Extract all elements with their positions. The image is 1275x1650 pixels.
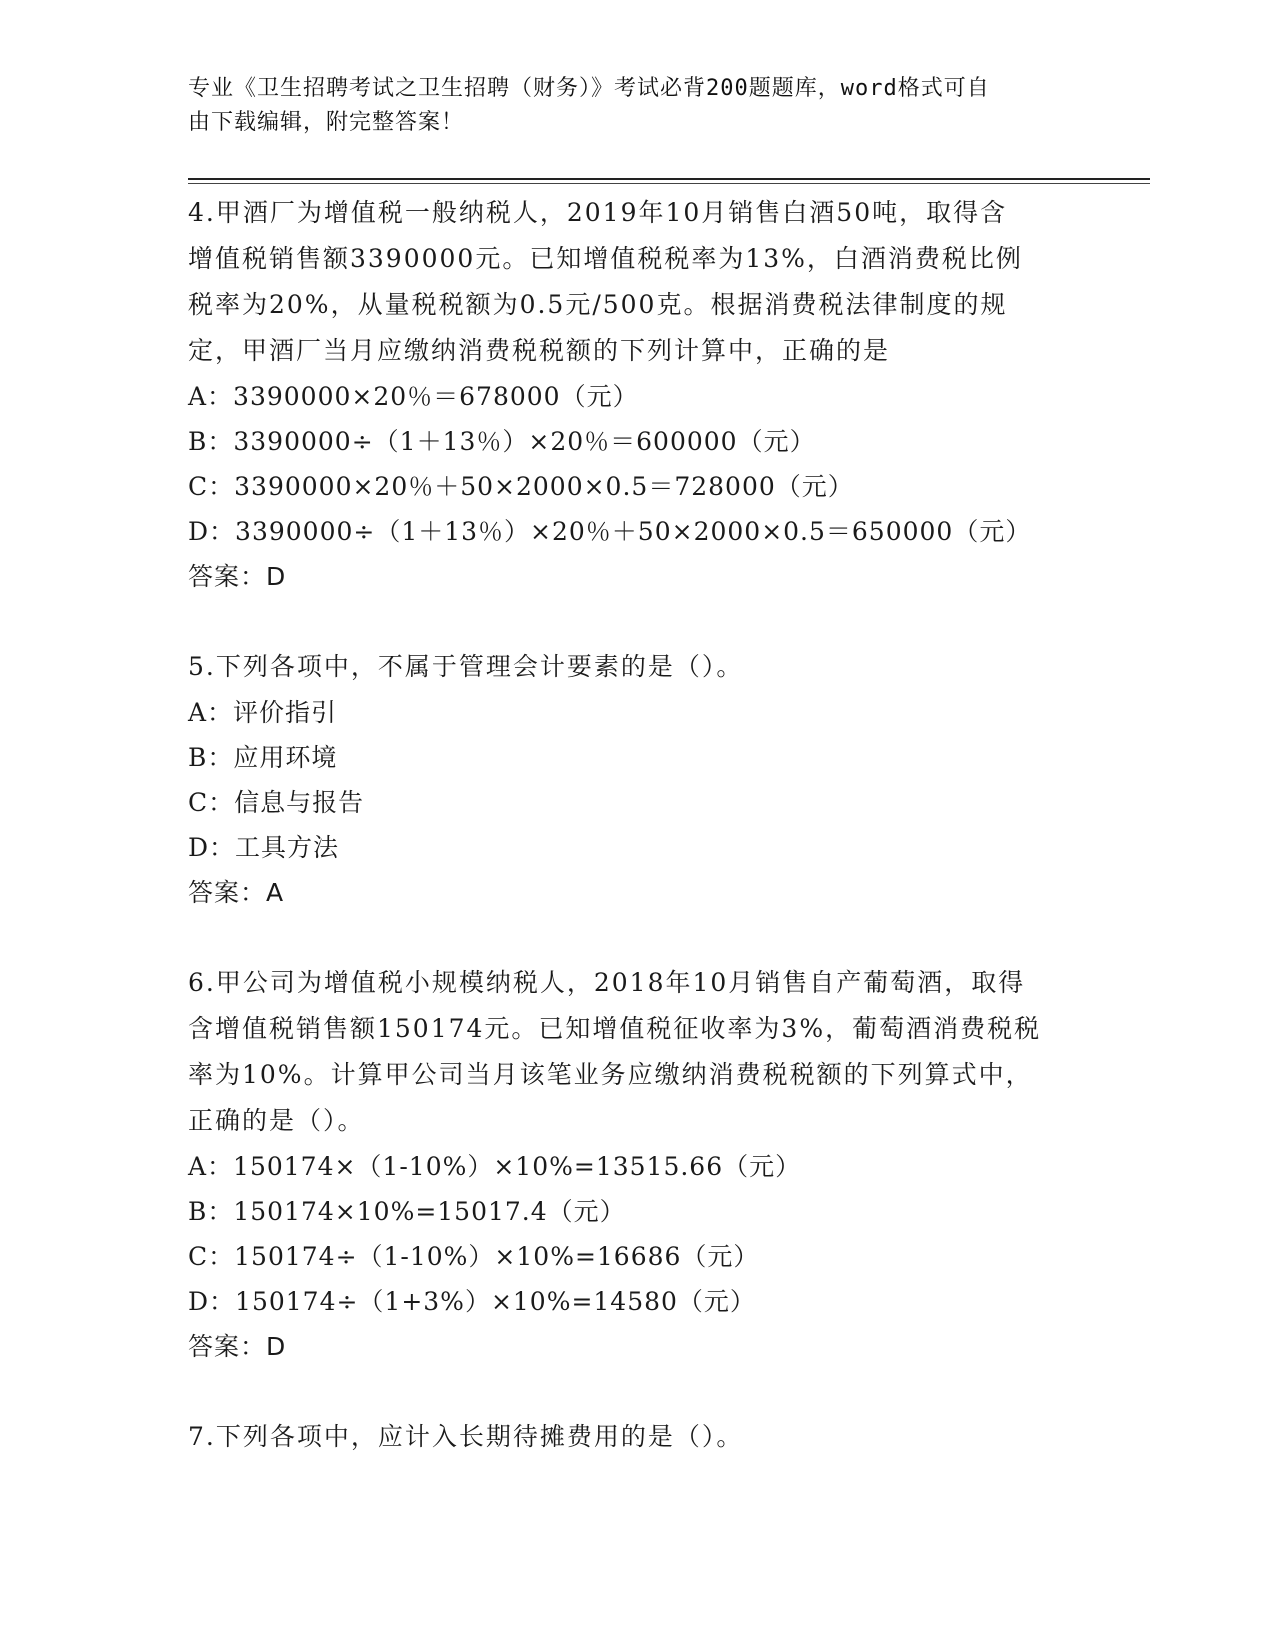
header-divider-thin <box>188 183 1150 184</box>
question-5 <box>188 644 1088 916</box>
option-b: B：150174×10%=15017.4（元） <box>188 1197 626 1226</box>
option-c: C：3390000×20％＋50×2000×0.5＝728000（元） <box>188 472 854 501</box>
spacer <box>188 916 1088 960</box>
option-c: C：信息与报告 <box>188 788 365 817</box>
option-a: A：3390000×20％＝678000（元） <box>188 382 639 411</box>
header-line-1: 专业《卫生招聘考试之卫生招聘（财务）》考试必背200题题库，word格式可自 <box>188 76 990 101</box>
question-stem-line: 6.甲公司为增值税小规模纳税人，2018年10月销售自产葡萄酒，取得 <box>188 968 1026 997</box>
question-stem-line: 5.下列各项中，不属于管理会计要素的是（）。 <box>188 652 744 681</box>
question-stem-line: 正确的是（）。 <box>188 1106 365 1135</box>
spacer <box>188 600 1088 644</box>
question-4 <box>188 190 1088 600</box>
option-d: D：150174÷（1+3%）×10%=14580（元） <box>188 1287 756 1316</box>
answer: 答案：D <box>188 562 287 591</box>
header-divider-thick <box>188 178 1150 180</box>
header-line-2: 由下载编辑，附完整答案！ <box>188 110 465 135</box>
question-6 <box>188 960 1088 1370</box>
question-stem-line: 增值税销售额3390000元。已知增值税税率为13%，白酒消费税比例 <box>188 244 1023 273</box>
question-stem-line: 率为10%。计算甲公司当月该笔业务应缴纳消费税税额的下列算式中， <box>188 1060 1033 1089</box>
option-d: D：工具方法 <box>188 833 340 862</box>
option-a: A：150174×（1-10%）×10%=13515.66（元） <box>188 1152 802 1181</box>
question-7 <box>188 1414 1088 1460</box>
answer: 答案：D <box>188 1332 287 1361</box>
spacer <box>188 1370 1088 1414</box>
question-stem-line: 定，甲酒厂当月应缴纳消费税税额的下列计算中，正确的是 <box>188 336 891 365</box>
question-stem-line: 7.下列各项中，应计入长期待摊费用的是（）。 <box>188 1422 744 1451</box>
document-header <box>188 72 1088 140</box>
option-d: D：3390000÷（1＋13％）×20％＋50×2000×0.5＝650000（元） <box>188 517 1032 546</box>
question-stem-line: 含增值税销售额150174元。已知增值税征收率为3%，葡萄酒消费税税 <box>188 1014 1042 1043</box>
question-list <box>188 190 1088 1460</box>
option-b: B：应用环境 <box>188 743 338 772</box>
option-a: A：评价指引 <box>188 698 338 727</box>
question-stem-line: 4.甲酒厂为增值税一般纳税人，2019年10月销售白酒50吨，取得含 <box>188 198 1008 227</box>
answer: 答案：A <box>188 878 285 907</box>
question-stem-line: 税率为20%，从量税税额为0.5元/500克。根据消费税法律制度的规 <box>188 290 1008 319</box>
option-b: B：3390000÷（1＋13％）×20％＝600000（元） <box>188 427 816 456</box>
option-c: C：150174÷（1-10%）×10%=16686（元） <box>188 1242 760 1271</box>
